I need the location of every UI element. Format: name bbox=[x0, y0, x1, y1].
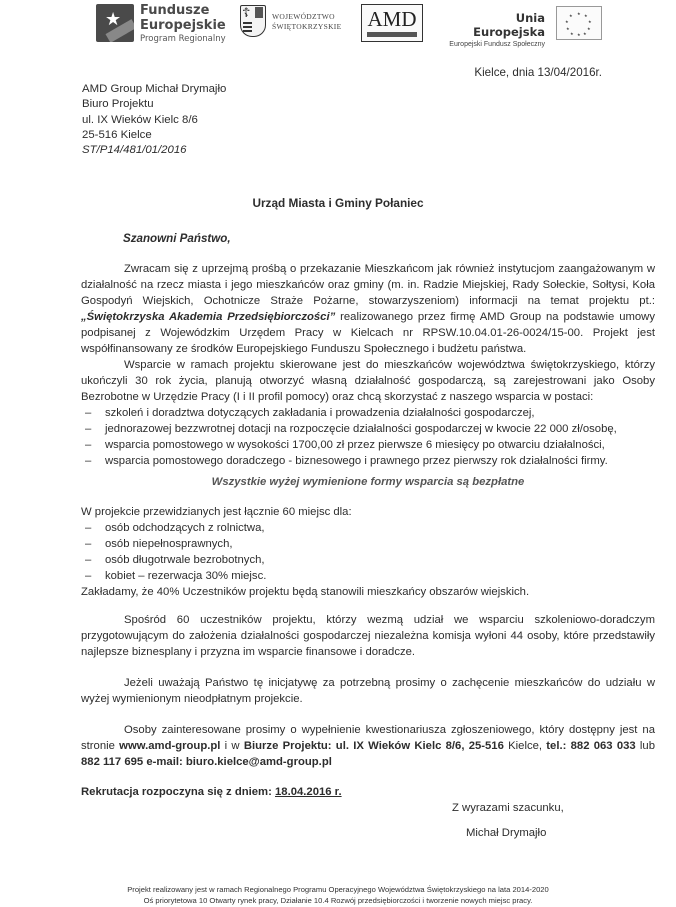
footer bbox=[0, 884, 676, 906]
signature: Michał Drymajło bbox=[466, 827, 547, 839]
p4-text: Jeżeli uważają Państwo tę inicjatywę za potrzebną prosimy o zachęcenie mieszkańców do udziału w wyżej wymienionym nieodpłatnym projekcie. bbox=[81, 677, 655, 705]
woj-line2: ŚWIĘTOKRZYSKIE bbox=[272, 22, 342, 31]
p3-text: Spośród 60 uczestników projektu, którzy wezmą udział we wsparciu szkoleniowo-doradczym przygotowującym do założenia działalności gospodarczej niezależna komisja wyłoni 44 osoby, które przedstawiły najlepsze biznesplany i przyzna im wsparcie finansowe i doradcze. bbox=[81, 614, 655, 658]
target-groups-list bbox=[81, 520, 655, 584]
recipient: Urząd Miasta i Gminy Połaniec bbox=[252, 196, 424, 210]
free-notice-line bbox=[81, 475, 655, 491]
amd-logo bbox=[361, 4, 423, 42]
ue-line2: Europejski Fundusz Społeczny bbox=[449, 41, 545, 48]
eu-flag-icon: ★ ★ ★ ★ ★ ★ ★ ★ ★ ★ bbox=[556, 6, 602, 40]
paragraph-places bbox=[81, 504, 655, 600]
p5-text-d: lub bbox=[635, 740, 655, 752]
letterhead bbox=[0, 0, 676, 46]
woj-line1: WOJEWÓDZTWO bbox=[272, 12, 335, 21]
paragraph-contact bbox=[81, 722, 655, 770]
office-address: Biurze Projektu: ul. IX Wieków Kielc 8/6, 25-516 bbox=[243, 740, 504, 752]
p1-text-a: Zwracam się z uprzejmą prośbą o przekazanie Mieszkańcom jak również instytucjom zaangażowanym w działalność na rzecz miasta i jego mieszkańców oraz gminy (m. in. Radzie Miejskiej, Rady Sołeckie, Sołtysi, Koła Gospodyń Wiejskich, Ochotnicze Straże Pożarne, stowarzyszeniom) informacji na temat projektu pt.: bbox=[81, 263, 655, 307]
recruitment-line bbox=[81, 785, 342, 801]
website-link[interactable]: www.amd-group.pl bbox=[119, 740, 221, 752]
list-item: – osób niepełnosprawnych, bbox=[81, 536, 655, 552]
sender-city: 25-516 Kielce bbox=[82, 128, 152, 141]
recruitment-label: Rekrutacja rozpoczyna się z dniem: bbox=[81, 786, 275, 798]
sender-address bbox=[82, 82, 226, 158]
email-address[interactable]: e-mail: biuro.kielce@amd-group.pl bbox=[143, 756, 332, 768]
fundusze-europejskie-logo-icon: ★ bbox=[96, 4, 134, 42]
list-item: – osób długotrwale bezrobotnych, bbox=[81, 552, 655, 568]
paragraph-selection bbox=[81, 612, 655, 660]
sender-name: AMD Group Michał Drymajło bbox=[82, 83, 227, 95]
list-item: – kobiet – rezerwacja 30% miejsc. bbox=[81, 568, 655, 584]
closing: Z wyrazami szacunku, bbox=[452, 802, 564, 814]
phone-number-2: 882 117 695 bbox=[81, 756, 144, 768]
free-notice: Wszystkie wyżej wymienione formy wsparcia są bezpłatne bbox=[211, 476, 525, 488]
ue-line1: Unia Europejska bbox=[473, 11, 545, 39]
list-item: – wsparcia pomostowego doradczego - biznesowego i prawnego przez pierwszy rok działalności firmy. bbox=[81, 453, 655, 469]
p1-text-b: realizowanego przez firmę AMD Group na podstawie umowy podpisanej z Wojewódzkim Urzędem Pracy w Kielcach nr RPSW.10.04.01-26-0024/15-00. Projekt jest współfinansowany ze środków Europejskiego Funduszu Społecznego i budżetu państwa. bbox=[81, 311, 655, 355]
paragraph-request bbox=[81, 261, 655, 357]
amd-logo-bar bbox=[367, 32, 417, 37]
phone-number: tel.: 882 063 033 bbox=[546, 740, 636, 752]
p2-text: Wsparcie w ramach projektu skierowane jest do mieszkańców województwa świętokrzyskiego, którzy ukończyli 30 rok życia, planują otworzyć własną działalność gospodarczą, są zarejestrowani jako Osoby Bezrobotne w Urzędzie Pracy (I i II profil pomocy) oraz chcą skorzystać z naszego wsparcia w postaci: bbox=[81, 359, 655, 403]
list-item: – jednorazowej bezzwrotnej dotacji na rozpoczęcie działalności gospodarczej w kwocie 22 000 zł/osobę, bbox=[81, 421, 655, 437]
project-name: „Świętokrzyska Akademia Przedsiębiorczości” bbox=[81, 311, 336, 323]
sender-office: Biuro Projektu bbox=[82, 98, 154, 111]
list-item: – osób odchodzących z rolnictwa, bbox=[81, 520, 655, 536]
paragraph-support bbox=[81, 357, 655, 469]
footer-line2: Oś priorytetowa 10 Otwarty rynek pracy, Działanie 10.4 Rozwój przedsiębiorczości i tworzenie nowych miejsc pracy. bbox=[143, 896, 533, 905]
paragraph-encourage bbox=[81, 675, 655, 707]
coat-of-arms-icon: ☦ bbox=[240, 5, 266, 37]
fundusze-europejskie-text bbox=[140, 3, 226, 45]
rural-note: Zakładamy, że 40% Uczestników projektu będą stanowili mieszkańcy obszarów wiejskich. bbox=[81, 586, 530, 598]
unia-europejska-text bbox=[447, 11, 545, 50]
footer-line1: Projekt realizowany jest w ramach Regionalnego Programu Operacyjnego Województwa Świętokrzyskiego na lata 2014-2020 bbox=[127, 885, 549, 894]
places-intro: W projekcie przewidzianych jest łącznie 60 miejsc dla: bbox=[81, 506, 352, 518]
list-item: – wsparcia pomostowego w wysokości 1700,00 zł przez pierwsze 6 miesięcy po otwarciu działalności, bbox=[81, 437, 655, 453]
p5-text-a: Osoby zainteresowane prosimy o wypełnienie kwestionariusza zgłoszeniowego, który dostępny jest na stronie bbox=[81, 724, 655, 752]
wojewodztwo-text bbox=[272, 12, 341, 32]
recruitment-date: 18.04.2016 r. bbox=[275, 786, 342, 798]
fe-line3: Program Regionalny bbox=[140, 34, 226, 44]
p5-text-c: Kielce, bbox=[503, 740, 547, 752]
p5-text-b: i w bbox=[220, 740, 244, 752]
fe-line1: Fundusze bbox=[140, 3, 210, 18]
sender-street: ul. IX Wieków Kielc 8/6 bbox=[82, 113, 198, 126]
reference-number: ST/P14/481/01/2016 bbox=[82, 144, 187, 157]
letter-date: Kielce, dnia 13/04/2016r. bbox=[474, 66, 602, 79]
fe-line2: Europejskie bbox=[140, 18, 226, 33]
salutation: Szanowni Państwo, bbox=[123, 232, 231, 245]
amd-logo-text: AMD bbox=[367, 7, 417, 31]
support-forms-list bbox=[81, 405, 655, 469]
list-item: – szkoleń i doradztwa dotyczących zakładania i prowadzenia działalności gospodarczej, bbox=[81, 405, 655, 421]
